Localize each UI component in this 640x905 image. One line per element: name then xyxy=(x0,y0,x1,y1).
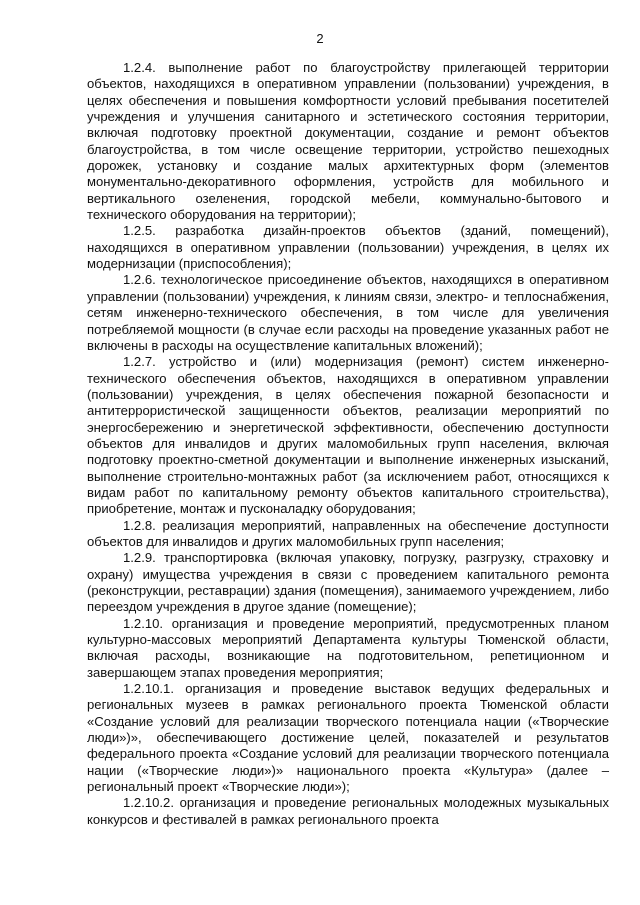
paragraph-1-2-8: 1.2.8. реализация мероприятий, направленных на обеспечение доступности объектов для инвалидов и других маломобильных групп населения; xyxy=(87,517,609,549)
paragraph-1-2-9: 1.2.9. транспортировка (включая упаковку, погрузку, разгрузку, страховку и охрану) имущества учреждения в связи с проведением капитального ремонта (реконструкции, реставрации) здания (помещения), занимаемого учреждением, либо переездом учреждения в другое здание (помещение); xyxy=(87,550,609,615)
paragraph-1-2-10-1: 1.2.10.1. организация и проведение выставок ведущих федеральных и региональных музеев в рамках регионального проекта Тюменской области «Создание условий для реализации творческого потенциала нации («Творческие люди»)», обеспечивающего достижение целей, показателей и результатов федерального проекта «Создание условий для реализации творческого потенциала нации («Творческие люди»)» национального проекта «Культура» (далее – региональный проект «Творческие люди»); xyxy=(87,681,609,795)
page-number: 2 xyxy=(316,31,324,46)
paragraph-1-2-5: 1.2.5. разработка дизайн-проектов объектов (зданий, помещений), находящихся в оперативном управлении (пользовании) учреждения, в целях их модернизации (приспособления); xyxy=(87,223,609,272)
paragraph-1-2-7: 1.2.7. устройство и (или) модернизация (ремонт) систем инженерно-технического обеспечения объектов, находящихся в оперативном управлении (пользовании) учреждения, в целях обеспечения пожарной безопасности и антитеррористической защищенности объектов, реализации мероприятий по энергосбережению и энергетической эффективности, обеспечению доступности объектов для инвалидов и других маломобильных групп населения, включая подготовку проектно-сметной документации и выполнение инженерных изысканий, выполнение строительно-монтажных работ (за исключением работ, относящихся к видам работ по капитальному ремонту объектов капитального строительства), приобретение, монтаж и пусконаладку оборудования; xyxy=(87,354,609,517)
document-body xyxy=(87,60,609,828)
paragraph-1-2-10: 1.2.10. организация и проведение мероприятий, предусмотренных планом культурно-массовых мероприятий Департамента культуры Тюменской области, включая расходы, возникающие на подготовительном, репетиционном и завершающем этапах проведения мероприятия; xyxy=(87,615,609,680)
paragraph-1-2-4: 1.2.4. выполнение работ по благоустройству прилегающей территории объектов, находящихся в оперативном управлении (пользовании) учреждения, в целях обеспечения и повышения комфортности условий пребывания посетителей учреждения и улучшения санитарного и эстетического состояния территории, включая подготовку проектной документации, создание и ремонт объектов благоустройства, в том числе освещение территории, устройство пешеходных дорожек, установку и создание малых архитектурных форм (элементов монументально-декоративного оформления, устройств для мобильного и вертикального озеленения, городской мебели, коммунально-бытового и технического оборудования на территории); xyxy=(87,60,609,223)
paragraph-1-2-10-2: 1.2.10.2. организация и проведение региональных молодежных музыкальных конкурсов и фестивалей в рамках регионального проекта xyxy=(87,795,609,827)
paragraph-1-2-6: 1.2.6. технологическое присоединение объектов, находящихся в оперативном управлении (пользовании) учреждения, к линиям связи, электро- и теплоснабжения, сетям инженерно-технического обеспечения, в том числе для увеличения потребляемой мощности (в случае если расходы на проведение указанных работ не включены в расходы на осуществление капитальных вложений); xyxy=(87,272,609,353)
